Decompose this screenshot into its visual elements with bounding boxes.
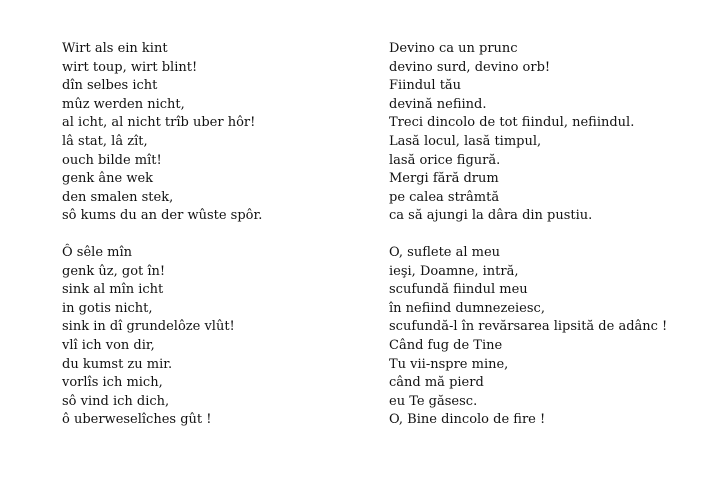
poem-line: sô kums du an der wûste spôr.	[62, 208, 263, 224]
poem-line: eu Te găsesc.	[389, 393, 478, 409]
poem-line: Wirt als ein kint	[62, 41, 168, 56]
poem-line: genk âne wek	[62, 171, 154, 187]
poem-line: ouch bilde mît!	[62, 152, 162, 168]
poem-line: du kumst zu mir.	[62, 356, 173, 372]
poem-line: dîn selbes icht	[62, 78, 158, 94]
poem-line: al icht, al nicht trîb uber hôr!	[62, 115, 256, 131]
poem-line: O, Bine dincolo de fire !	[389, 412, 546, 428]
poem-line: când mă pierd	[389, 375, 484, 391]
poem-line: sô vind ich dich,	[62, 393, 170, 409]
poem-line: sink in dî grundelôze vlût!	[62, 319, 235, 335]
stanza-1-original	[62, 40, 362, 226]
poem-line: sink al mîn icht	[62, 282, 164, 298]
poem-line: Fiindul tău	[389, 78, 462, 94]
poem-line: lâ stat, lâ zît,	[62, 133, 148, 149]
poem-line: ieşi, Doamne, intră,	[389, 263, 519, 279]
poem-line: Mergi fără drum	[389, 171, 499, 187]
poem-line: den smalen stek,	[62, 189, 174, 205]
stanza-2-original	[62, 244, 362, 430]
poem-line: lasă orice figură.	[389, 152, 501, 168]
poem-line: scufundă-l în revărsarea lipsită de adânc !	[389, 319, 668, 335]
poem-line: genk ûz, got în!	[62, 263, 166, 279]
poem-line: Ô sêle mîn	[62, 244, 132, 260]
poem-line: wirt toup, wirt blint!	[62, 59, 198, 75]
poem-line: vorlîs ich mich,	[62, 375, 163, 391]
translation-column	[389, 40, 701, 430]
poem-line: in gotis nicht,	[62, 300, 153, 316]
original-text-column	[62, 40, 362, 430]
stanza-1-translation	[389, 40, 701, 226]
poem-line: vlî ich von dir,	[62, 337, 155, 353]
poem-line: O, suflete al meu	[389, 244, 501, 260]
poem-line: în nefiind dumnezeiesc,	[389, 300, 545, 316]
poem-line: ca să ajungi la dâra din pustiu.	[389, 208, 593, 224]
poem-line: devino surd, devino orb!	[389, 59, 551, 75]
poem-line: devină nefiind.	[389, 96, 487, 112]
poem-line: scufundă fiindul meu	[389, 282, 528, 298]
poem-line: ô uberweselîches gût !	[62, 412, 212, 428]
poem-line: Treci dincolo de tot fiindul, nefiindul.	[389, 115, 635, 131]
poem-line: Lasă locul, lasă timpul,	[389, 133, 542, 149]
poem-line: mûz werden nicht,	[62, 96, 185, 112]
stanza-2-translation	[389, 244, 701, 430]
poem-line: Când fug de Tine	[389, 337, 503, 353]
poem-line: pe calea strâmtă	[389, 189, 500, 205]
poem-line: Devino ca un prunc	[389, 41, 518, 56]
poem-line: Tu vii-nspre mine,	[389, 356, 509, 372]
